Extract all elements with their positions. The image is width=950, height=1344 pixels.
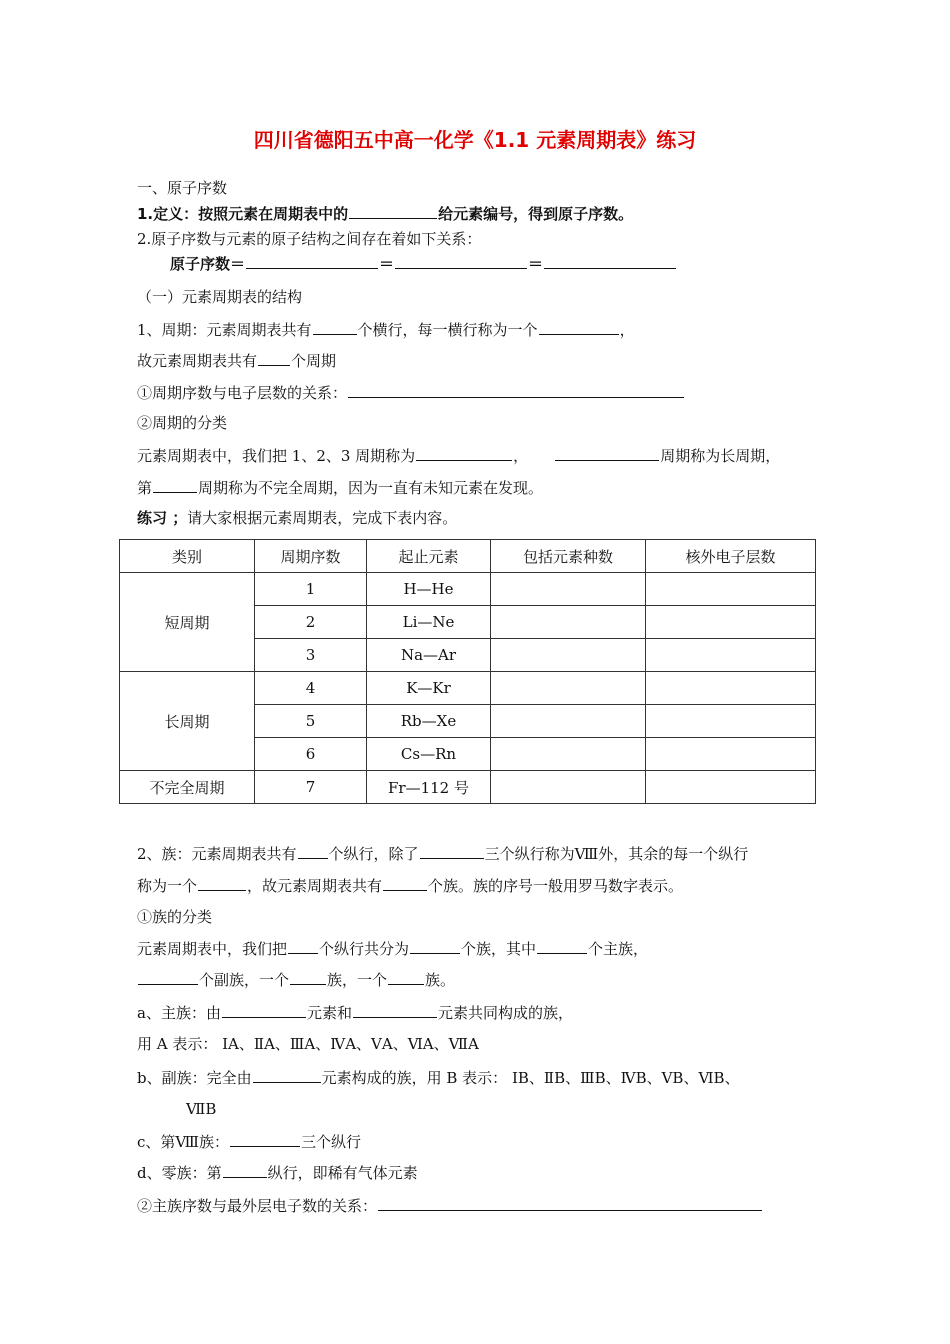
family-blank-3-3[interactable] [537,938,587,954]
relation-line: 2.原子序数与元素的原子结构之间存在着如下关系： [137,230,482,248]
family-blank-3-1[interactable] [288,938,318,954]
viii-blank[interactable] [230,1131,300,1147]
period-number-cell: 1 [255,573,367,606]
main-text-a: a、主族：由 [137,1004,221,1022]
shell-count-cell[interactable] [646,573,816,606]
incomplete-text-a: 第 [137,479,153,497]
family-text-2a: 称为一个 [137,877,198,895]
period-class-text-b: ， [513,447,529,465]
family-text-2c: 个族。族的序号一般用罗马数字表示。 [428,877,684,895]
element-range-cell: Rb—Xe [367,705,491,738]
category-cell: 长周期 [120,672,255,771]
family-blank-4-2[interactable] [290,969,326,985]
period-count-text-a: 故元素周期表共有 [137,352,258,370]
formula-blank-2[interactable] [395,253,527,269]
sub-group-line [137,1067,740,1088]
zero-text-a: d、零族：第 [137,1164,222,1182]
definition-line [137,203,633,224]
viii-text-b: 三个纵行 [301,1133,362,1151]
shell-count-cell[interactable] [646,738,816,771]
short-period-blank[interactable] [416,445,512,461]
table-header: 包括元素种数 [491,540,646,573]
shell-count-cell[interactable] [646,606,816,639]
family-line-3 [137,938,648,959]
table-header: 核外电子层数 [646,540,816,573]
sub-text-b: 元素构成的族，用 B 表示： ⅠB、ⅡB、ⅢB、ⅣB、ⅤB、ⅥB、 [321,1069,740,1087]
viii-group-line [137,1131,361,1152]
table-header: 起止元素 [367,540,491,573]
family-text-3a: 元素周期表中，我们把 [137,940,288,958]
period-number-cell: 2 [255,606,367,639]
family-text-4c: 族。 [425,971,456,989]
element-range-cell: Li—Ne [367,606,491,639]
period-number-cell: 7 [255,771,367,804]
period-count-text-b: 个周期 [291,352,337,370]
category-cell: 短周期 [120,573,255,672]
table-header: 类别 [120,540,255,573]
incomplete-blank[interactable] [153,477,197,493]
main-relation-text: ②主族序数与最外层电子数的关系： [137,1197,378,1215]
family-line-1 [137,843,748,864]
definition-text-a: 1.定义：按照元素在周期表中的 [137,205,349,223]
period-number-cell: 6 [255,738,367,771]
definition-blank[interactable] [349,203,437,219]
family-blank-name[interactable] [198,875,246,891]
main-text-b: 元素和 [306,1004,352,1022]
family-blank-3-2[interactable] [410,938,460,954]
main-text-c: 元素共同构成的族， [437,1004,573,1022]
family-blank-4-3[interactable] [388,969,424,985]
formula-blank-1[interactable] [246,253,378,269]
period-text-b: 个横行，每一横行称为一个 [357,321,538,339]
element-range-cell: Na—Ar [367,639,491,672]
table-header-row [120,540,816,573]
formula-equals-2: ＝ [528,255,544,273]
definition-text-b: 给元素编号，得到原子序数。 [438,205,634,223]
formula-equals-1: ＝ [379,255,395,273]
period-blank-2[interactable] [539,319,619,335]
family-blank-4-1[interactable] [138,969,198,985]
family-text-1c: 三个纵行称为Ⅷ外，其余的每一个纵行 [484,845,749,863]
period-class-text-c: 周期称为长周期， [660,447,781,465]
section-heading-atomic-number: 一、原子序数 [137,179,228,197]
period-line [137,319,635,340]
family-text-3b: 个纵行共分为 [319,940,410,958]
period-relation-blank[interactable] [348,382,684,398]
page-title: 四川省德阳五中高一化学《1.1 元素周期表》练习 [253,128,697,152]
shell-count-cell[interactable] [646,771,816,804]
table-header: 周期序数 [255,540,367,573]
sub-notation-line: ⅦB [186,1100,217,1118]
period-blank-1[interactable] [313,319,357,335]
element-count-cell[interactable] [491,639,646,672]
family-text-3c: 个族，其中 [461,940,537,958]
period-count-line [137,350,336,371]
element-count-cell[interactable] [491,573,646,606]
family-text-1a: 2、族：元素周期表共有 [137,845,297,863]
sub-text-a: b、副族：完全由 [137,1069,252,1087]
period-table [119,539,816,804]
period-class-line [137,445,780,466]
period-number-cell: 5 [255,705,367,738]
table-row [120,573,816,606]
family-text-4a: 个副族，一个 [199,971,290,989]
sub-blank[interactable] [253,1067,321,1083]
main-blank-2[interactable] [353,1002,437,1018]
element-count-cell[interactable] [491,705,646,738]
element-count-cell[interactable] [491,672,646,705]
family-blank-viii[interactable] [420,843,484,859]
zero-group-line [137,1162,418,1183]
element-range-cell: H—He [367,573,491,606]
period-text-c: ， [619,321,635,339]
incomplete-text-b: 周期称为不完全周期，因为一直有未知元素在发现。 [198,479,544,497]
main-relation-blank[interactable] [378,1195,762,1211]
element-count-cell[interactable] [491,738,646,771]
shell-count-cell[interactable] [646,705,816,738]
category-cell: 不完全周期 [120,771,255,804]
zero-text-b: 纵行，即稀有气体元素 [267,1164,418,1182]
zero-blank[interactable] [223,1162,267,1178]
viii-text-a: c、第Ⅷ族： [137,1133,230,1151]
period-relation-line [137,382,685,403]
period-number-cell: 4 [255,672,367,705]
practice-text: 请大家根据元素周期表，完成下表内容。 [187,509,458,527]
main-group-line [137,1002,573,1023]
formula-blank-3[interactable] [544,253,676,269]
family-line-4 [137,969,455,990]
family-blank-count[interactable] [383,875,427,891]
period-text-a: 1、周期：元素周期表共有 [137,321,312,339]
family-text-4b: 族，一个 [327,971,388,989]
formula-line [170,253,677,274]
long-period-blank[interactable] [555,445,659,461]
main-notation-line: 用 A 表示： ⅠA、ⅡA、ⅢA、ⅣA、ⅤA、ⅥA、ⅦA [137,1035,479,1053]
shell-count-cell[interactable] [646,672,816,705]
period-class-text-a: 元素周期表中，我们把 1、2、3 周期称为 [137,447,416,465]
table-row [120,672,816,705]
main-blank-1[interactable] [222,1002,306,1018]
family-text-1b: 个纵行，除了 [328,845,419,863]
table-row [120,771,816,804]
family-class-heading: ①族的分类 [137,908,213,926]
practice-line [137,508,457,528]
shell-count-cell[interactable] [646,639,816,672]
element-range-cell: K—Kr [367,672,491,705]
family-text-3d: 个主族， [588,940,649,958]
family-text-2b: ，故元素周期表共有 [247,877,383,895]
element-range-cell: Fr—112 号 [367,771,491,804]
period-number-cell: 3 [255,639,367,672]
main-relation-line [137,1195,763,1216]
element-range-cell: Cs—Rn [367,738,491,771]
structure-heading: （一）元素周期表的结构 [137,288,303,306]
element-count-cell[interactable] [491,771,646,804]
period-relation-text: ①周期序数与电子层数的关系： [137,384,348,402]
family-line-2 [137,875,683,896]
period-class-heading: ②周期的分类 [137,414,228,432]
element-count-cell[interactable] [491,606,646,639]
family-blank-columns[interactable] [298,843,328,859]
formula-label: 原子序数＝ [170,255,246,273]
period-count-blank[interactable] [258,350,290,366]
incomplete-period-line [137,477,543,498]
practice-label: 练习 ； [137,509,188,527]
